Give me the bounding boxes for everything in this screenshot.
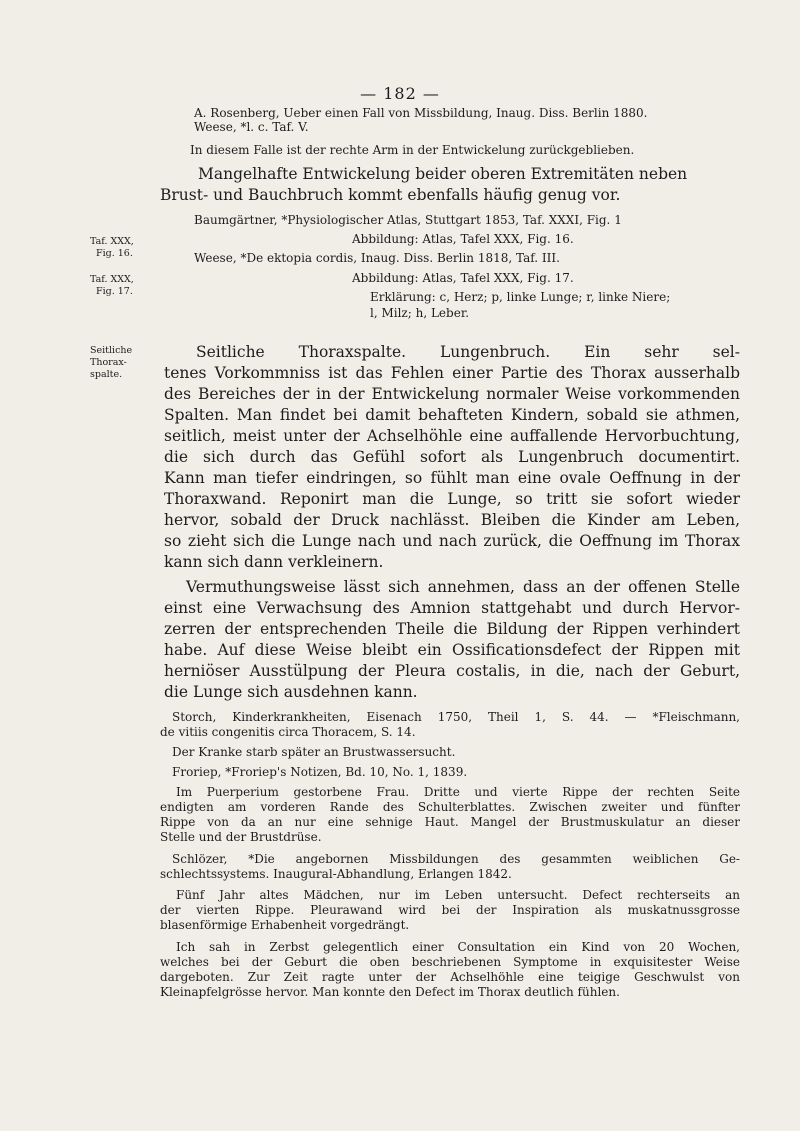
paragraph-line: die sich durch das Gefühl sofort als Lungenbruch documentirt.: [164, 448, 740, 466]
paragraph-line: seitlich, meist unter der Achselhöhle eine auffallende Hervorbuchtung,: [164, 427, 740, 445]
note-line: Kleinapfelgrösse hervor. Man konnte den Defect im Thorax deutlich fühlen.: [160, 985, 620, 999]
margin-note-line: Fig. 16.: [96, 248, 133, 259]
paragraph-line: Vermuthungsweise lässt sich annehmen, dass an der offenen Stelle: [186, 578, 740, 596]
margin-note-line: Seitliche: [90, 345, 133, 356]
paragraph-line: einst eine Verwachsung des Amnion stattgehabt und durch Hervor-: [164, 599, 740, 617]
margin-note-thoraxspalte: [90, 345, 160, 381]
paragraph-line: tenes Vorkommniss ist das Fehlen einer Partie des Thorax ausserhalb: [164, 364, 740, 382]
margin-note-line: Taf. XXX,: [90, 236, 134, 247]
margin-note-line: Thorax-: [90, 357, 127, 368]
figure-reference: Abbildung: Atlas, Tafel XXX, Fig. 17.: [352, 271, 574, 285]
figure-legend: Erklärung: c, Herz; p, linke Lunge; r, linke Niere;: [370, 290, 671, 304]
margin-note-line: spalte.: [90, 369, 123, 380]
reference-line: Weese, *De ektopia cordis, Inaug. Diss. Berlin 1818, Taf. III.: [194, 251, 560, 265]
paragraph-line: Kann man tiefer eindringen, so fühlt man eine ovale Oeffnung in der: [164, 469, 740, 487]
note-line: In diesem Falle ist der rechte Arm in der Entwickelung zurückgeblieben.: [190, 143, 635, 157]
paragraph-line: Thoraxwand. Reponirt man die Lunge, so tritt sie sofort wieder: [164, 490, 740, 508]
paragraph-line: Spalten. Man findet bei damit behafteten Kindern, sobald sie athmen,: [164, 406, 740, 424]
reference-line: Schlözer, *Die angebornen Missbildungen des gesammten weiblichen Ge-: [172, 852, 740, 866]
reference-line: A. Rosenberg, Ueber einen Fall von Missbildung, Inaug. Diss. Berlin 1880.: [194, 106, 648, 120]
note-line: der vierten Rippe. Pleurawand wird bei der Inspiration als muskatnussgrosse: [160, 903, 740, 917]
note-line: Im Puerperium gestorbene Frau. Dritte und vierte Rippe der rechten Seite: [176, 785, 740, 799]
note-line: Ich sah in Zerbst gelegentlich einer Consultation ein Kind von 20 Wochen,: [176, 940, 740, 954]
paragraph-line: Mangelhafte Entwickelung beider oberen Extremitäten neben: [198, 165, 688, 183]
page-number: — 182 —: [360, 84, 440, 103]
note-line: Stelle und der Brustdrüse.: [160, 830, 322, 844]
note-line: blasenförmige Erhabenheit vorgedrängt.: [160, 918, 410, 932]
reference-line: Weese, *l. c. Taf. V.: [194, 120, 309, 134]
reference-line: Storch, Kinderkrankheiten, Eisenach 1750, Theil 1, S. 44. — *Fleischmann,: [172, 710, 740, 724]
note-line: dargeboten. Zur Zeit ragte unter der Achselhöhle eine teigige Geschwulst von: [160, 970, 740, 984]
reference-line: Baumgärtner, *Physiologischer Atlas, Stuttgart 1853, Taf. XXXI, Fig. 1: [194, 213, 622, 227]
paragraph-line: hervor, sobald der Druck nachlässt. Bleiben die Kinder am Leben,: [164, 511, 740, 529]
note-line: Fünf Jahr altes Mädchen, nur im Leben untersucht. Defect rechterseits an: [176, 888, 740, 902]
paragraph-line: kann sich dann verkleinern.: [164, 553, 384, 571]
margin-note-line: Fig. 17.: [96, 286, 133, 297]
note-line: Der Kranke starb später an Brustwassersucht.: [172, 745, 456, 759]
paragraph-line: habe. Auf diese Weise bleibt ein Ossificationsdefect der Rippen mit: [164, 641, 740, 659]
margin-note-line: Taf. XXX,: [90, 274, 134, 285]
paragraph-line: des Bereiches der in der Entwickelung normaler Weise vorkommenden: [164, 385, 740, 403]
note-line: endigten am vorderen Rande des Schulterblattes. Zwischen zweiter und fünfter: [160, 800, 740, 814]
paragraph-line: die Lunge sich ausdehnen kann.: [164, 683, 418, 701]
note-line: Rippe von da an nur eine sehnige Haut. Mangel der Brustmuskulatur an dieser: [160, 815, 740, 829]
reference-line: schlechtssystems. Inaugural-Abhandlung, Erlangen 1842.: [160, 867, 512, 881]
paragraph-line: Brust- und Bauchbruch kommt ebenfalls häufig genug vor.: [160, 186, 621, 204]
reference-line: de vitiis congenitis circa Thoracem, S. 14.: [160, 725, 416, 739]
note-line: welches bei der Geburt die oben beschriebenen Symptome in exquisitester Weise: [160, 955, 740, 969]
paragraph-line: zerren der entsprechenden Theile die Bildung der Rippen verhindert: [164, 620, 740, 638]
paragraph-line: so zieht sich die Lunge nach und nach zurück, die Oeffnung im Thorax: [164, 532, 740, 550]
section-heading-line: Seitliche Thoraxspalte. Lungenbruch. Ein sehr sel-: [196, 343, 740, 361]
margin-note-fig16: [90, 236, 160, 260]
margin-note-fig17: [90, 274, 160, 298]
figure-legend: l, Milz; h, Leber.: [370, 306, 470, 320]
reference-line: Froriep, *Froriep's Notizen, Bd. 10, No. 1, 1839.: [172, 765, 468, 779]
paragraph-line: herniöser Ausstülpung der Pleura costalis, in die, nach der Geburt,: [164, 662, 740, 680]
figure-reference: Abbildung: Atlas, Tafel XXX, Fig. 16.: [352, 232, 574, 246]
